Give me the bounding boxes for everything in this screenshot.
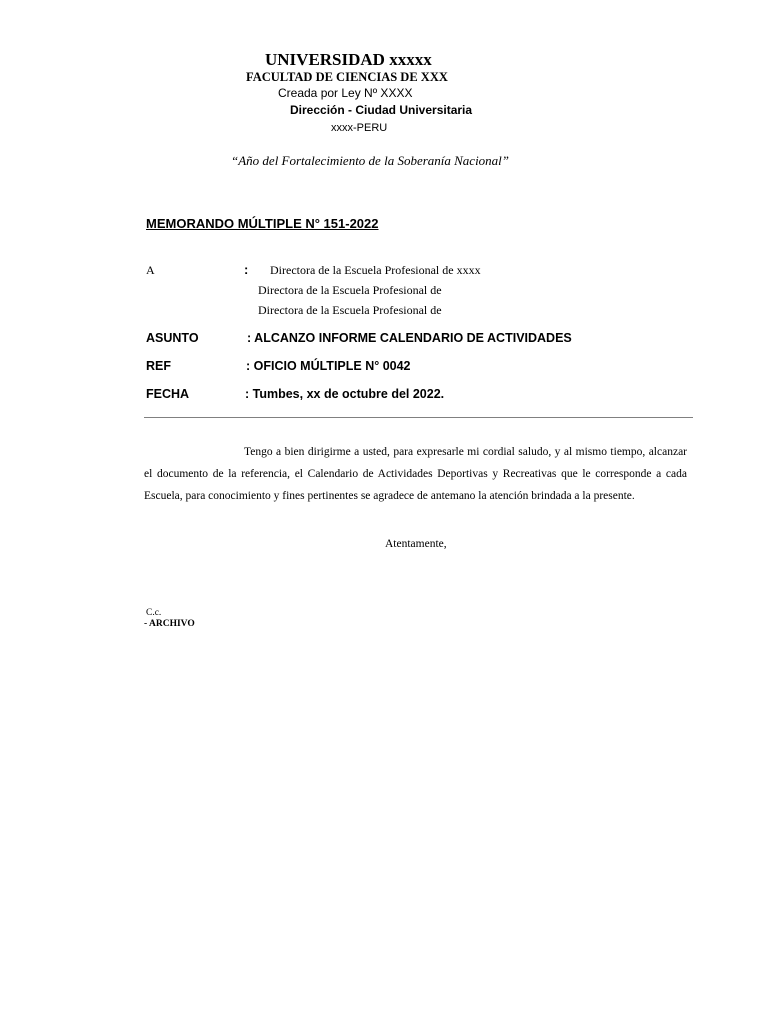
university-name: UNIVERSIDAD xxxxx	[265, 50, 432, 69]
reference-value: : OFICIO MÚLTIPLE N° 0042	[246, 359, 411, 373]
faculty-name: FACULTAD DE CIENCIAS DE XXX	[246, 70, 448, 84]
memo-title: MEMORANDO MÚLTIPLE N° 151-2022	[146, 216, 379, 231]
recipient-line: Directora de la Escuela Profesional de	[258, 303, 442, 317]
recipient-line: Directora de la Escuela Profesional de	[258, 283, 442, 297]
to-colon: :	[244, 262, 249, 277]
reference-label: REF	[146, 359, 171, 373]
cc-label: C.c.	[146, 608, 162, 618]
year-motto: “Año del Fortalecimiento de la Soberanía Nacional”	[231, 153, 510, 168]
memo-body: Tengo a bien dirigirme a usted, para expresarle mi cordial saludo, y al mismo tiempo, alcanzar el documento de la referencia, el Calendario de Actividades Deportivas y Recreativas que le corresponde a cada Escuela, para conocimiento y fines pertinentes se agradece de antemano la atención brindada a la presente.	[144, 446, 687, 502]
creation-law: Creada por Ley Nº XXXX	[278, 86, 413, 100]
to-label: A	[146, 263, 155, 277]
subject-label: ASUNTO	[146, 331, 199, 345]
location-line: xxxx-PERU	[331, 122, 388, 134]
subject-value: : ALCANZO INFORME CALENDARIO DE ACTIVIDADES	[247, 331, 572, 345]
date-value: : Tumbes, xx de octubre del 2022.	[245, 387, 445, 401]
recipient-line: Directora de la Escuela Profesional de xxxx	[270, 263, 481, 277]
closing-salutation: Atentamente,	[385, 538, 447, 550]
date-label: FECHA	[146, 387, 190, 401]
address-line: Dirección - Ciudad Universitaria	[290, 103, 473, 117]
cc-item: - ARCHIVO	[144, 619, 195, 629]
separator-rule	[144, 417, 693, 418]
